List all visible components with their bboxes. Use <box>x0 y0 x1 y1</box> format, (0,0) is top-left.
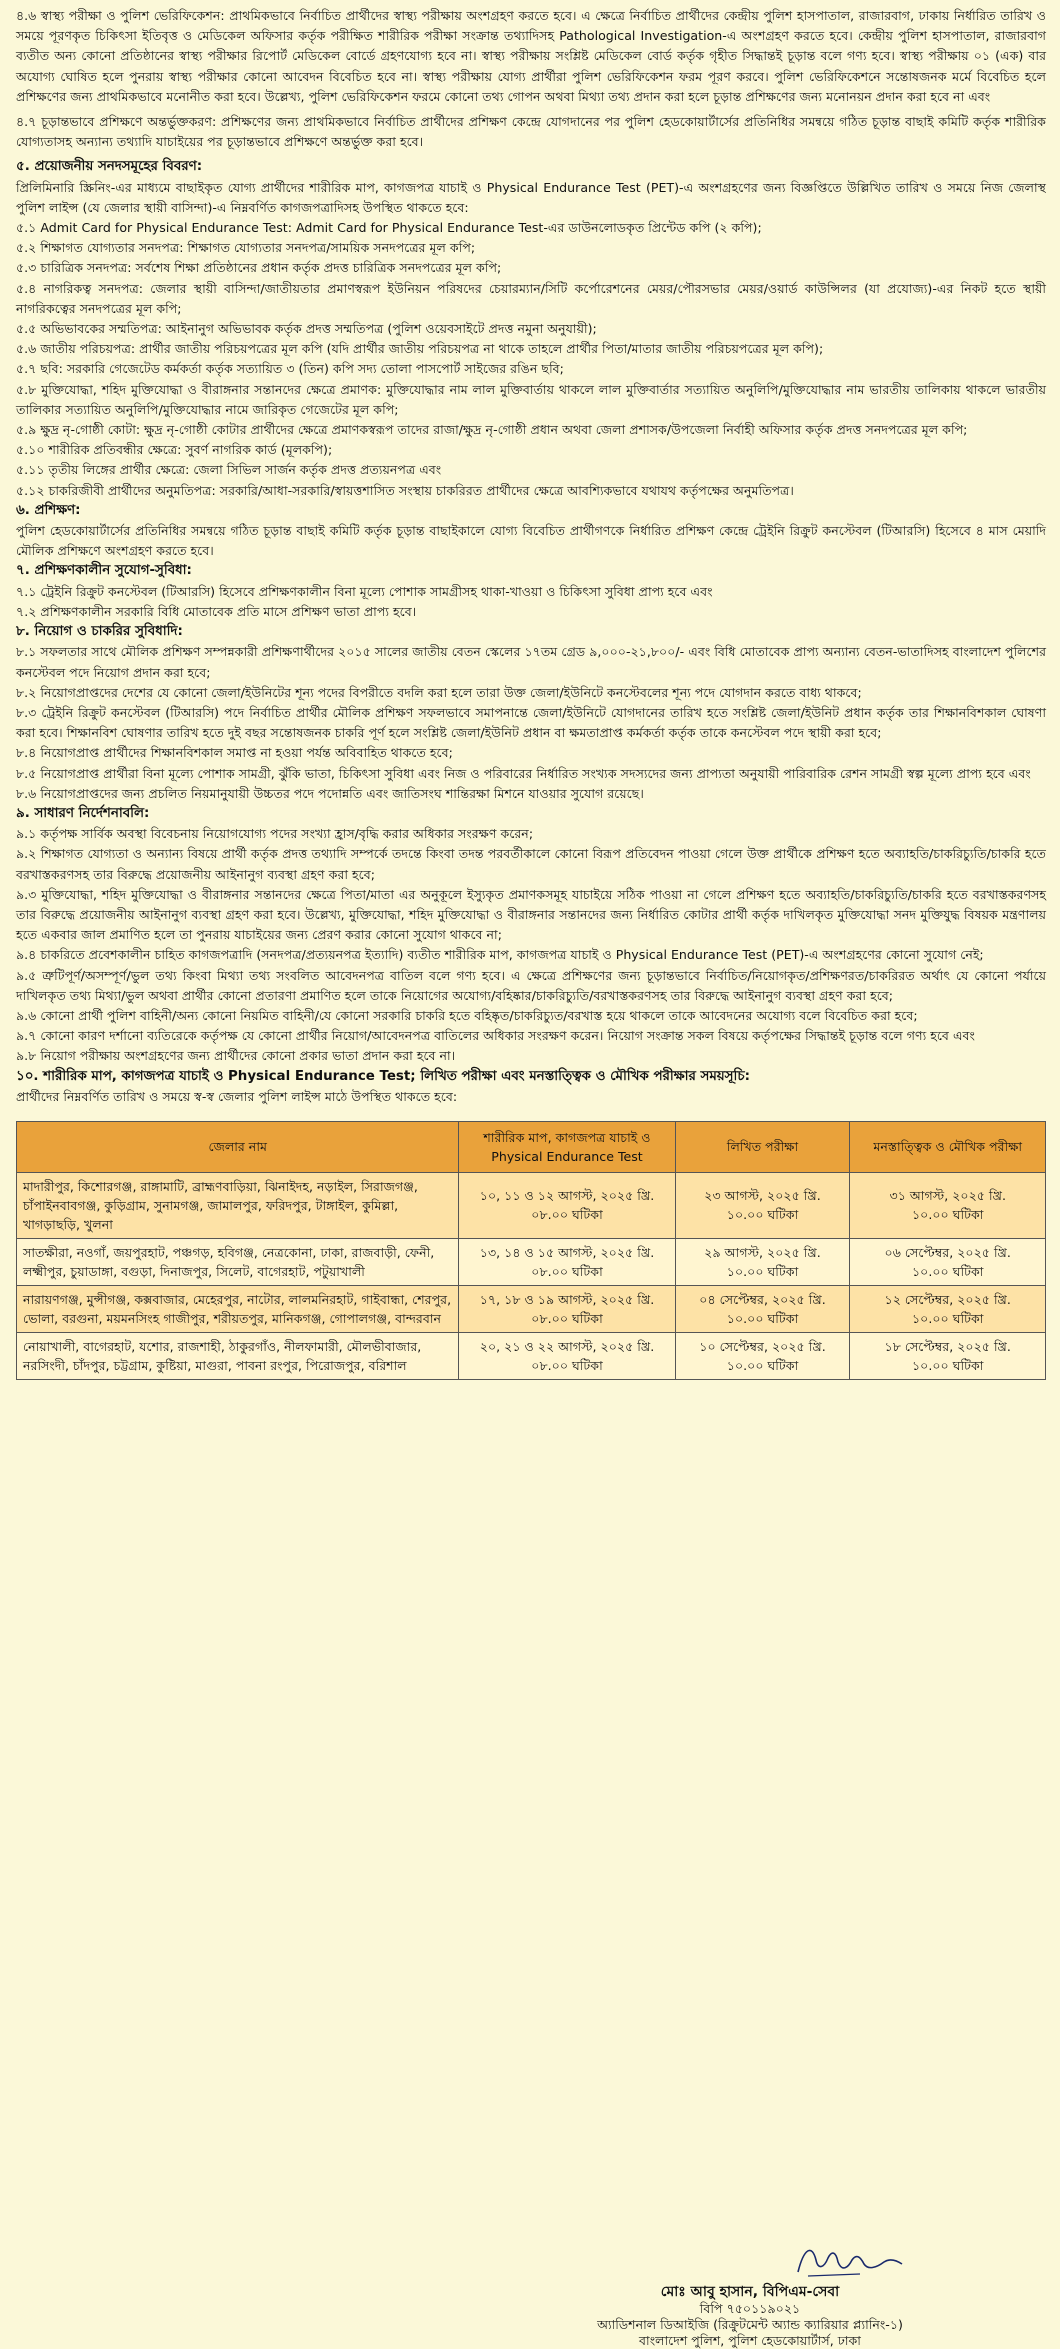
viva-cell <box>850 1172 1046 1238</box>
written-date: ১০ সেপ্টেম্বর, ২০২৫ খ্রি. <box>699 1338 826 1354</box>
viva-date: ১৮ সেপ্টেম্বর, ২০২৫ খ্রি. <box>884 1338 1011 1354</box>
pet-cell <box>459 1332 675 1379</box>
col-header-pet: শারীরিক মাপ, কাগজপত্র যাচাই ও Physical Endurance Test <box>459 1121 675 1172</box>
signatory-designation: অ্যাডিশনাল ডিআইজি (রিক্রুটমেন্ট অ্যান্ড ক্যারিয়ার প্ল্যানিং-১) <box>597 2317 903 2332</box>
viva-cell <box>850 1332 1046 1379</box>
para-4-6: ৪.৬ স্বাস্থ্য পরীক্ষা ও পুলিশ ভেরিফিকেশন: প্রাথমিকভাবে নির্বাচিত প্রার্থীদের স্বাস্থ্য পরীক্ষায় অংশগ্রহণ করতে হবে। এ ক্ষেত্রে নির্বাচিত প্রার্থীদের কেন্দ্রীয় পুলিশ হাসপাতাল, রাজারবাগ, ঢাকায় নির্ধারিত তারিখ ও সময়ে পূরণকৃত চিকিৎসা ইতিবৃত্ত ও মেডিকেল অফিসার কর্তৃক পরীক্ষিত শারীরিক পরীক্ষা সংক্রান্ত তথ্যাদিসহ Pathological Investigation-এ অংশগ্রহণ করতে হবে। কেন্দ্রীয় পুলিশ হাসপাতাল, রাজারবাগ ব্যতীত অন্য কোনো প্রতিষ্ঠানের স্বাস্থ্য পরীক্ষার রিপোর্ট মেডিকেল বোর্ডে গ্রহণযোগ্য হবে না। স্বাস্থ্য পরীক্ষায় সংশ্লিষ্ট মেডিকেল বোর্ড কর্তৃক গৃহীত সিদ্ধান্তই চূড়ান্ত বলে গণ্য হবে। স্বাস্থ্য পরীক্ষায় ০১ (এক) বার অযোগ্য ঘোষিত হলে পুনরায় স্বাস্থ্য পরীক্ষার কোনো আবেদন বিবেচিত হবে না। স্বাস্থ্য পরীক্ষায় যোগ্য প্রার্থীরা পুলিশ ভেরিফিকেশন ফরম পূরণ করবে। পুলিশ ভেরিফিকেশনে সন্তোষজনক মর্মে বিবেচিত হলে প্রশিক্ষণের জন্য প্রাথমিকভাবে মনোনীত করা হবে। উল্লেখ্য, পুলিশ ভেরিফিকেশন ফরমে কোনো তথ্য গোপন অথবা মিথ্যা তথ্য প্রদান করা হলে চূড়ান্ত প্রশিক্ষণের জন্য মনোনয়ন প্রদান করা হবে না এবং <box>16 8 1046 104</box>
col-header-district: জেলার নাম <box>17 1121 459 1172</box>
signatory-office: বাংলাদেশ পুলিশ, পুলিশ হেডকোয়ার্টার্স, ঢাকা <box>639 2333 861 2348</box>
col-header-viva: মনস্তাত্ত্বিক ও মৌখিক পরীক্ষা <box>850 1121 1046 1172</box>
pet-date: ২০, ২১ ও ২২ আগস্ট, ২০২৫ খ্রি. <box>479 1338 655 1354</box>
item-9-2: ৯.২ শিক্ষাগত যোগ্যতা ও অন্যান্য বিষয়ে প্রার্থী কর্তৃক প্রদত্ত তথ্যাদি সম্পর্কে তদন্তে কিংবা তদন্ত পরবর্তীকালে কোনো বিরূপ প্রতিবেদন পাওয়া গেলে উক্ত প্রার্থীকে প্রশিক্ষণ হতে অব্যাহতি/চাকরিচ্যুতি/চাকরি হতে বরখাস্তকরণসহ তার বিরুদ্ধে প্রয়োজনীয় আইনানুগ ব্যবস্থা গ্রহণ করা হবে; <box>16 846 1046 882</box>
viva-time: ১০.০০ ঘটিকা <box>912 1207 984 1223</box>
pet-cell <box>459 1285 675 1332</box>
written-cell <box>675 1285 850 1332</box>
section-5-heading: ৫. প্রয়োজনীয় সনদসমূহের বিবরণ: <box>16 159 203 175</box>
written-date: ২৩ আগস্ট, ২০২৫ খ্রি. <box>704 1188 821 1204</box>
item-5-5: ৫.৫ অভিভাবকের সম্মতিপত্র: আইনানুগ অভিভাবক কর্তৃক প্রদত্ত সম্মতিপত্র (পুলিশ ওয়েবসাইটে প্রদত্ত নমুনা অনুযায়ী); <box>16 321 597 337</box>
item-5-3: ৫.৩ চারিত্রিক সনদপত্র: সর্বশেষ শিক্ষা প্রতিষ্ঠানের প্রধান কর্তৃক প্রদত্ত চারিত্রিক সনদপত্রের মূল কপি; <box>16 260 502 276</box>
pet-cell <box>459 1172 675 1238</box>
item-9-5: ৯.৫ ত্রুটিপূর্ণ/অসম্পূর্ণ/ভুল তথ্য কিংবা মিথ্যা তথ্য সংবলিত আবেদনপত্র বাতিল বলে গণ্য হবে। এ ক্ষেত্রে প্রশিক্ষণের জন্য চূড়ান্তভাবে নির্বাচিত/নিয়োগকৃত/প্রশিক্ষণরত/চাকরিরত অর্থাৎ যে কোনো পর্যায়ে দাখিলকৃত তথ্য মিথ্যা/ভুল অথবা প্রার্থীর কোনো প্রতারণা প্রমাণিত হলে তাকে নিয়োগের অযোগ্য/বহিষ্কার/চাকরিচ্যুতি/বরখাস্তকরণসহ তার বিরুদ্ধে আইনানুগ ব্যবস্থা গ্রহণ করা হবে; <box>16 967 1046 1003</box>
viva-date: ৩১ আগস্ট, ২০২৫ খ্রি. <box>889 1188 1006 1204</box>
section-10-intro: প্রার্থীদের নিম্নবর্ণিত তারিখ ও সময়ে স্ব-স্ব জেলার পুলিশ লাইন্স মাঠে উপস্থিত থাকতে হবে: <box>16 1088 458 1104</box>
written-time: ১০.০০ ঘটিকা <box>726 1207 799 1223</box>
district-cell: নারায়ণগঞ্জ, মুন্সীগঞ্জ, কক্সবাজার, মেহেরপুর, নাটোর, লালমনিরহাট, গাইবান্ধা, শেরপুর, ভোলা, বরগুনা, ময়মনসিংহ গাজীপুর, শরীয়তপুর, মানিকগঞ্জ, গোপালগঞ্জ, বান্দরবান <box>17 1285 459 1332</box>
viva-date: ১২ সেপ্টেম্বর, ২০২৫ খ্রি. <box>884 1291 1011 1307</box>
handwritten-signature <box>790 2238 910 2284</box>
section-6-intro: পুলিশ হেডকোয়ার্টার্সের প্রতিনিধির সমন্বয়ে গঠিত চূড়ান্ত বাছাই কমিটি কর্তৃক চূড়ান্ত বাছাইকালে যোগ্য বিবেচিত প্রার্থীগণকে নির্ধারিত প্রশিক্ষণ কেন্দ্রে ট্রেইনি রিক্রুট কনস্টেবল (টিআরসি) হিসেবে ৪ মাস মেয়াদি মৌলিক প্রশিক্ষণে অংশগ্রহণ করতে হবে। <box>16 523 1046 559</box>
pet-time: ০৮.০০ ঘটিকা <box>531 1207 603 1223</box>
pet-time: ০৮.০০ ঘটিকা <box>531 1310 603 1326</box>
district-cell: নোয়াখালী, বাগেরহাট, যশোর, রাজশাহী, ঠাকুরগাঁও, নীলফামারী, মৌলভীবাজার, নরসিংদী, চাঁদপুর, চট্টগ্রাম, কুষ্টিয়া, মাগুরা, পাবনা রংপুর, পিরোজপুর, বরিশাল <box>17 1332 459 1379</box>
item-9-7: ৯.৭ কোনো কারণ দর্শানো ব্যতিরেকে কর্তৃপক্ষ যে কোনো প্রার্থীর নিয়োগ/আবেদনপত্র বাতিলের অধিকার সংরক্ষণ করেন। নিয়োগ সংক্রান্ত সকল বিষয়ে কর্তৃপক্ষের সিদ্ধান্তই চূড়ান্ত বলে গণ্য হবে এবং <box>16 1028 975 1044</box>
pet-time: ০৮.০০ ঘটিকা <box>531 1357 603 1373</box>
district-cell: মাদারীপুর, কিশোরগঞ্জ, রাঙ্গামাটি, ব্রাহ্মণবাড়িয়া, ঝিনাইদহ, নড়াইল, সিরাজগঞ্জ, চাঁপাইনবাবগঞ্জ, কুড়িগ্রাম, সুনামগঞ্জ, জামালপুর, ফরিদপুর, টাঙ্গাইল, কুমিল্লা, খাগড়াছড়ি, খুলনা <box>17 1172 459 1238</box>
item-5-12: ৫.১২ চাকরিজীবী প্রার্থীদের অনুমতিপত্র: সরকারি/আধা-সরকারি/স্বায়ত্তশাসিত সংস্থায় চাকরিরত প্রার্থীদের ক্ষেত্রে আবশ্যিকভাবে যথাযথ কর্তৃপক্ষের অনুমতিপত্র। <box>16 482 794 498</box>
item-5-4: ৫.৪ নাগরিকত্ব সনদপত্র: জেলার স্থায়ী বাসিন্দা/জাতীয়তার প্রমাণস্বরূপ ইউনিয়ন পরিষদের চেয়ারম্যান/সিটি কর্পোরেশনের মেয়র/পৌরসভার মেয়র/ওয়ার্ড কাউন্সিলর (যা প্রযোজ্য)-এর নিকট হতে স্থায়ী নাগরিকত্বের সনদপত্রের মূল কপি; <box>16 280 1046 316</box>
item-8-1: ৮.১ সফলতার সাথে মৌলিক প্রশিক্ষণ সম্পন্নকারী প্রশিক্ষণার্থীদের ২০১৫ সালের জাতীয় বেতন স্কেলের ১৭তম গ্রেড ৯,০০০-২১,৮০০/- এবং বিধি মোতাবেক প্রাপ্য অন্যান্য বেতন-ভাতাদিসহ বাংলাদেশ পুলিশের কনস্টেবল পদে নিয়োগ প্রদান করা হবে; <box>16 644 1046 680</box>
section-7-heading: ৭. প্রশিক্ষণকালীন সুযোগ-সুবিধা: <box>16 563 192 579</box>
district-cell: সাতক্ষীরা, নওগাঁ, জয়পুরহাট, পঞ্চগড়, হবিগঞ্জ, নেত্রকোনা, ঢাকা, রাজবাড়ী, ফেনী, লক্ষ্মীপুর, চুয়াডাঙ্গা, বগুড়া, দিনাজপুর, সিলেট, বাগেরহাট, পটুয়াখালী <box>17 1238 459 1285</box>
section-5-intro: প্রিলিমিনারি স্ক্রিনিং-এর মাধ্যমে বাছাইকৃত যোগ্য প্রার্থীদের শারীরিক মাপ, কাগজপত্র যাচাই ও Physical Endurance Test (PET)-এ অংশগ্রহণের জন্য বিজ্ঞপ্তিতে উল্লিখিত তারিখ ও সময়ে নিজ জেলাস্থ পুলিশ লাইন্স (যে জেলার স্থায়ী বাসিন্দা)-এ নিম্নবর্ণিত কাগজপত্রাদিসহ উপস্থিত থাকতে হবে: <box>16 179 1046 215</box>
para-4-7: ৪.৭ চূড়ান্তভাবে প্রশিক্ষণে অন্তর্ভুক্তকরণ: প্রশিক্ষণের জন্য প্রাথমিকভাবে নির্বাচিত প্রার্থীদের প্রশিক্ষণ কেন্দ্রে যোগদানের পর পুলিশ হেডকোয়ার্টার্সের প্রতিনিধির সমন্বয়ে গঠিত চূড়ান্ত বাছাই কমিটি কর্তৃক শারীরিক যোগ্যতাসহ অন্যান্য তথ্যাদি যাচাইয়ের পর চূড়ান্তভাবে প্রশিক্ষণে অন্তর্ভুক্ত করা হবে। <box>16 114 1046 150</box>
pet-date: ১৭, ১৮ ও ১৯ আগস্ট, ২০২৫ খ্রি. <box>479 1291 655 1307</box>
pet-date: ১৩, ১৪ ও ১৫ আগস্ট, ২০২৫ খ্রি. <box>479 1244 655 1260</box>
viva-date: ০৬ সেপ্টেম্বর, ২০২৫ খ্রি. <box>884 1244 1011 1260</box>
item-8-5: ৮.৫ নিয়োগপ্রাপ্ত প্রার্থীরা বিনা মূল্যে পোশাক সামগ্রী, ঝুঁকি ভাতা, চিকিৎসা সুবিধা এবং নিজ ও পরিবারের নির্ধারিত সংখ্যক সদস্যদের জন্য প্রাপ্যতা অনুযায়ী পারিবারিক রেশন সামগ্রী স্বল্প মূল্যে প্রাপ্য হবে এবং <box>16 765 1031 781</box>
signatory-name: মোঃ আবু হাসান, বিপিএম-সেবা <box>660 2284 840 2300</box>
table-row <box>17 1238 1046 1285</box>
section-6-heading: ৬. প্রশিক্ষণ: <box>16 502 81 518</box>
section-8-heading: ৮. নিয়োগ ও চাকরির সুবিধাদি: <box>16 624 183 640</box>
col-header-written: লিখিত পরীক্ষা <box>675 1121 850 1172</box>
item-7-2: ৭.২ প্রশিক্ষণকালীন সরকারি বিধি মোতাবেক প্রতি মাসে প্রশিক্ষণ ভাতা প্রাপ্য হবে। <box>16 603 417 619</box>
written-time: ১০.০০ ঘটিকা <box>726 1310 799 1326</box>
written-cell <box>675 1332 850 1379</box>
table-row <box>17 1332 1046 1379</box>
viva-time: ১০.০০ ঘটিকা <box>912 1310 984 1326</box>
written-date: ২৯ আগস্ট, ২০২৫ খ্রি. <box>704 1244 821 1260</box>
written-cell <box>675 1172 850 1238</box>
item-5-8: ৫.৮ মুক্তিযোদ্ধা, শহিদ মুক্তিযোদ্ধা ও বীরাঙ্গনার সন্তানদের ক্ষেত্রে প্রমাণক: মুক্তিযোদ্ধার নাম লাল মুক্তিবার্তায় থাকলে লাল মুক্তিবার্তার সত্যায়িত অনুলিপি/মুক্তিযোদ্ধার নাম ভারতীয় তালিকায় থাকলে ভারতীয় তালিকার সত্যায়িত অনুলিপি/মুক্তিযোদ্ধার নামে জারিকৃত গেজেটের মূল কপি; <box>16 381 1046 417</box>
section-10-heading: ১০. শারীরিক মাপ, কাগজপত্র যাচাই ও Physical Endurance Test; লিখিত পরীক্ষা এবং মনস্তাত্ত্বিক ও মৌখিক পরীক্ষার সময়সূচি: <box>16 1068 750 1084</box>
item-5-2: ৫.২ শিক্ষাগত যোগ্যতার সনদপত্র: শিক্ষাগত যোগ্যতার সনদপত্র/সাময়িক সনদপত্রের মূল কপি; <box>16 240 476 256</box>
item-5-1: ৫.১ Admit Card for Physical Endurance Test: Admit Card for Physical Endurance Test-এর ডাউনলোডকৃত প্রিন্টেড কপি (২ কপি); <box>16 220 762 236</box>
item-5-7: ৫.৭ ছবি: সরকারি গেজেটেড কর্মকর্তা কর্তৃক সত্যায়িত ৩ (তিন) কপি সদ্য তোলা পাসপোর্ট সাইজের রঙিন ছবি; <box>16 361 564 377</box>
signatory-bp: বিপি ৭৫০১১৯০২১ <box>699 2301 801 2316</box>
viva-time: ১০.০০ ঘটিকা <box>912 1263 984 1279</box>
item-5-6: ৫.৬ জাতীয় পরিচয়পত্র: প্রার্থীর জাতীয় পরিচয়পত্রের মূল কপি (যদি প্রার্থীর জাতীয় পরিচয়পত্র না থাকে তাহলে প্রার্থীর পিতা/মাতার জাতীয় পরিচয়পত্রের মূল কপি); <box>16 341 824 357</box>
signature-block <box>590 2283 910 2349</box>
written-time: ১০.০০ ঘটিকা <box>726 1263 799 1279</box>
viva-cell <box>850 1285 1046 1332</box>
item-9-3: ৯.৩ মুক্তিযোদ্ধা, শহিদ মুক্তিযোদ্ধা ও বীরাঙ্গনার সন্তানদের ক্ষেত্রে পিতা/মাতা এর অনুকূলে ইস্যুকৃত প্রমাণকসমূহ যাচাইয়ে সঠিক পাওয়া না গেলে প্রশিক্ষণ হতে অব্যাহতি/চাকরিচ্যুতি/চাকরি হতে বরখাস্তকরণসহ তার বিরুদ্ধে প্রয়োজনীয় আইনানুগ ব্যবস্থা গ্রহণ করা হবে। উল্লেখ্য, মুক্তিযোদ্ধা, শহিদ মুক্তিযোদ্ধা ও বীরাঙ্গনার সন্তানদের জন্য নির্ধারিত কোটার প্রার্থী কর্তৃক দাখিলকৃত মুক্তিযোদ্ধা সনদ মুক্তিযুদ্ধ বিষয়ক মন্ত্রণালয় হতে একবার জাল প্রমাণিত হলে তা পুনরায় যাচাইয়ের জন্য প্রেরণ করার কোনো সুযোগ থাকবে না; <box>16 886 1046 943</box>
schedule-table <box>16 1121 1046 1380</box>
item-8-6: ৮.৬ নিয়োগপ্রাপ্তদের জন্য প্রচলিত নিয়মানুযায়ী উচ্চতর পদে পদোন্নতি এবং জাতিসংঘ শান্তিরক্ষা মিশনে যাওয়ার সুযোগ রয়েছে। <box>16 785 644 801</box>
viva-time: ১০.০০ ঘটিকা <box>912 1357 984 1373</box>
table-row <box>17 1172 1046 1238</box>
item-9-1: ৯.১ কর্তৃপক্ষ সার্বিক অবস্থা বিবেচনায় নিয়োগযোগ্য পদের সংখ্যা হ্রাস/বৃদ্ধি করার অধিকার সংরক্ষণ করেন; <box>16 826 534 842</box>
written-date: ০৪ সেপ্টেম্বর, ২০২৫ খ্রি. <box>699 1291 826 1307</box>
written-cell <box>675 1238 850 1285</box>
viva-cell <box>850 1238 1046 1285</box>
item-9-4: ৯.৪ চাকরিতে প্রবেশকালীন চাহিত কাগজপত্রাদি (সনদপত্র/প্রত্যয়নপত্র ইত্যাদি) ব্যতীত শারীরিক মাপ, কাগজপত্র যাচাই ও Physical Endurance Test (PET)-এ অংশগ্রহণের কোনো সুযোগ নেই; <box>16 947 984 963</box>
pet-time: ০৮.০০ ঘটিকা <box>531 1263 603 1279</box>
item-5-11: ৫.১১ তৃতীয় লিঙ্গের প্রার্থীর ক্ষেত্রে: জেলা সিভিল সার্জন কর্তৃক প্রদত্ত প্রত্যয়নপত্র এবং <box>16 462 442 478</box>
item-9-8: ৯.৮ নিয়োগ পরীক্ষায় অংশগ্রহণের জন্য প্রার্থীদের কোনো প্রকার ভাতা প্রদান করা হবে না। <box>16 1048 456 1064</box>
item-8-2: ৮.২ নিয়োগপ্রাপ্তদের দেশের যে কোনো জেলা/ইউনিটের শূন্য পদের বিপরীতে বদলি করা হলে তারা উক্ত জেলা/ইউনিটে কনস্টেবলের শূন্য পদে যোগদান করতে বাধ্য থাকবে; <box>16 684 862 700</box>
item-8-4: ৮.৪ নিয়োগপ্রাপ্ত প্রার্থীদের শিক্ষানবিশকাল সমাপ্ত না হওয়া পর্যন্ত অবিবাহিত থাকতে হবে; <box>16 745 453 761</box>
item-5-10: ৫.১০ শারীরিক প্রতিবন্ধীর ক্ষেত্রে: সুবর্ণ নাগরিক কার্ড (মূলকপি); <box>16 442 333 458</box>
item-8-3: ৮.৩ ট্রেইনি রিক্রুট কনস্টেবল (টিআরসি) পদে নির্বাচিত প্রার্থীর মৌলিক প্রশিক্ষণ সফলভাবে সমাপনান্তে জেলা/ইউনিটে যোগদানের তারিখ হতে সংশ্লিষ্ট জেলা/ইউনিট প্রধান কর্তৃক তার শিক্ষানবিশকাল ঘোষণা করা হবে। শিক্ষানবিশ ঘোষণার তারিখ হতে দুই বছর সন্তোষজনক চাকরি পূর্ণ হলে সংশ্লিষ্ট জেলা/ইউনিট প্রধান বা ক্ষমতাপ্রাপ্ত কর্মকর্তা কর্তৃক তাকে কনস্টেবল পদে স্থায়ী করা হবে; <box>16 704 1046 741</box>
section-9-heading: ৯. সাধারণ নির্দেশনাবলি: <box>16 805 150 821</box>
pet-cell <box>459 1238 675 1285</box>
schedule-header-row <box>17 1121 1046 1172</box>
item-5-9: ৫.৯ ক্ষুদ্র নৃ-গোষ্ঠী কোটা: ক্ষুদ্র নৃ-গোষ্ঠী কোটার প্রার্থীদের ক্ষেত্রে প্রমাণকস্বরূপ তাদের রাজা/ক্ষুদ্র নৃ-গোষ্ঠী প্রধান অথবা জেলা প্রশাসক/উপজেলা নির্বাহী অফিসার কর্তৃক প্রদত্ত সনদপত্রের মূল কপি; <box>16 422 968 438</box>
item-7-1: ৭.১ ট্রেইনি রিক্রুট কনস্টেবল (টিআরসি) হিসেবে প্রশিক্ষণকালীন বিনা মূল্যে পোশাক সামগ্রীসহ থাকা-খাওয়া ও চিকিৎসা সুবিধা প্রাপ্য হবে এবং <box>16 583 713 599</box>
table-row <box>17 1285 1046 1332</box>
item-9-6: ৯.৬ কোনো প্রার্থী পুলিশ বাহিনী/অন্য কোনো নিয়মিত বাহিনী/যে কোনো সরকারি চাকরি হতে বহিষ্কৃত/চাকরিচ্যুত/বরখাস্ত হয়ে থাকলে তাকে আবেদনের অযোগ্য বলে বিবেচিত করা হবে; <box>16 1007 918 1023</box>
pet-date: ১০, ১১ ও ১২ আগস্ট, ২০২৫ খ্রি. <box>479 1188 655 1204</box>
written-time: ১০.০০ ঘটিকা <box>726 1357 799 1373</box>
